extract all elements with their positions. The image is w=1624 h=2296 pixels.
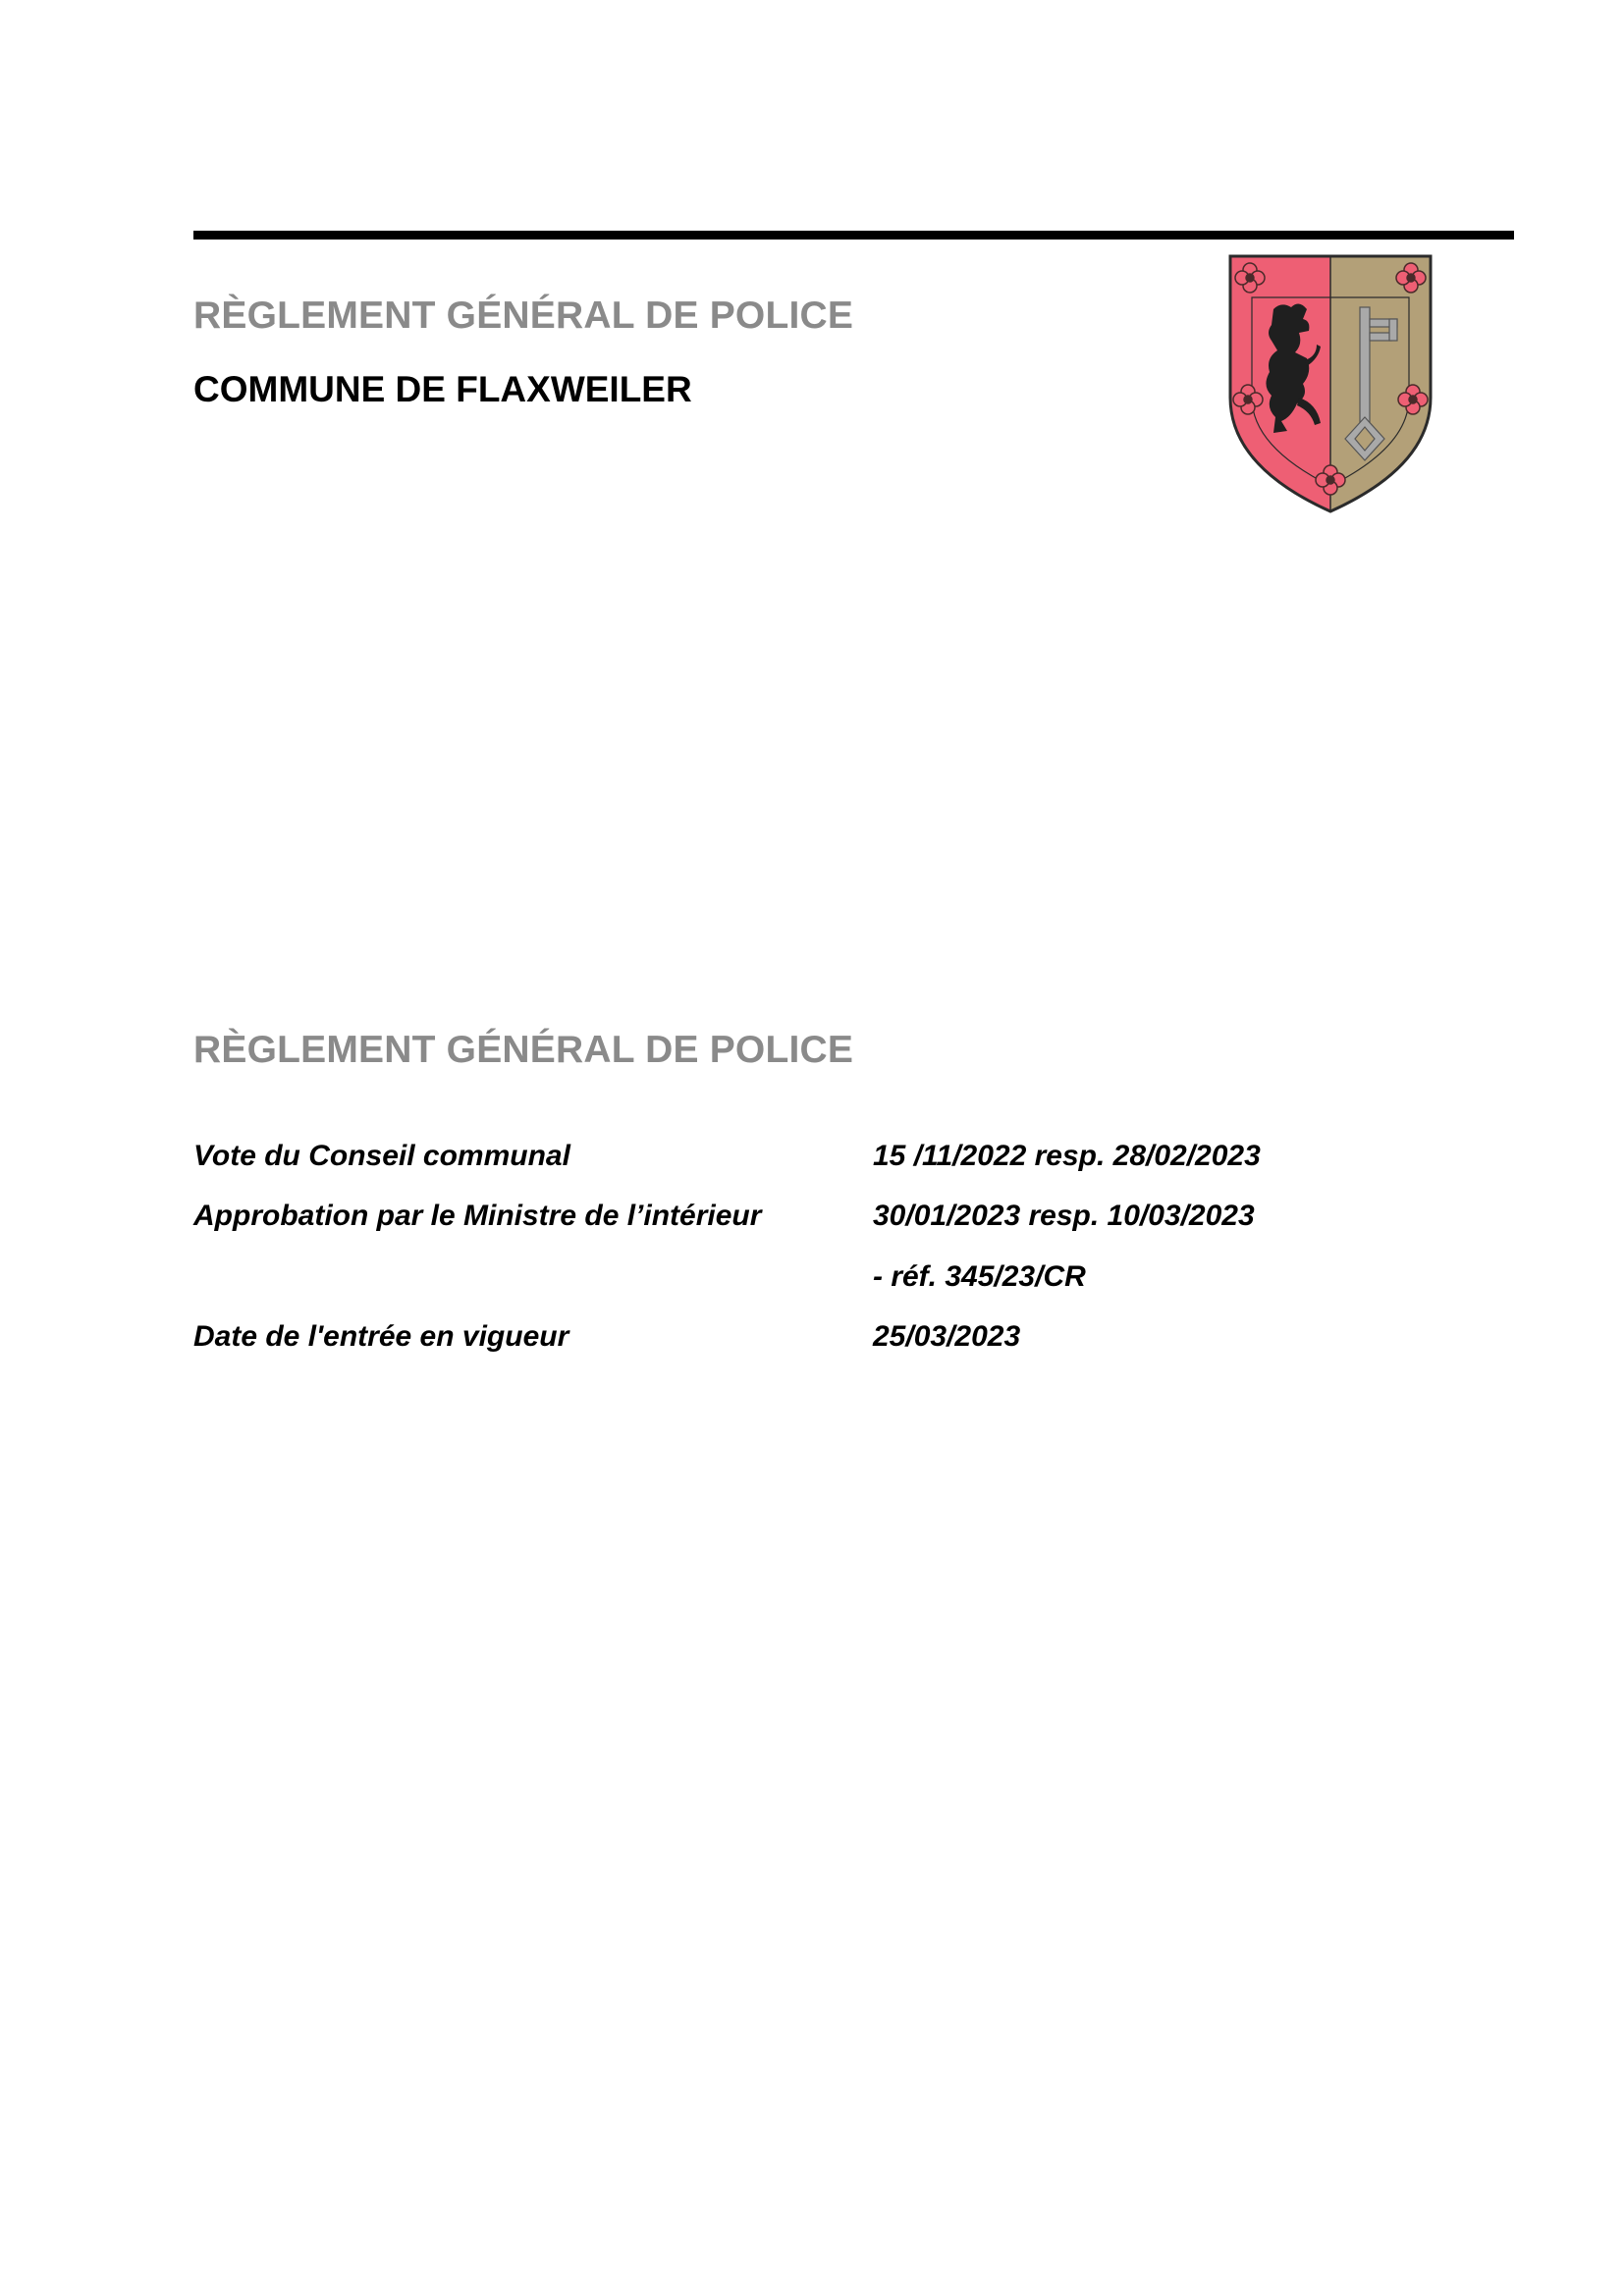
info-label: Vote du Conseil communal bbox=[193, 1140, 570, 1172]
info-value: 15 /11/2022 resp. 28/02/2023 bbox=[873, 1140, 1261, 1172]
info-row-reference bbox=[193, 1260, 1323, 1304]
info-value: 25/03/2023 bbox=[873, 1320, 1021, 1353]
coat-of-arms-icon bbox=[1222, 250, 1438, 515]
info-value: - réf. 345/23/CR bbox=[873, 1260, 1086, 1293]
section-title: RÈGLEMENT GÉNÉRAL DE POLICE bbox=[193, 1029, 854, 1071]
info-row-vote bbox=[193, 1140, 1323, 1183]
document-title: RÈGLEMENT GÉNÉRAL DE POLICE bbox=[193, 294, 854, 337]
commune-name: COMMUNE DE FLAXWEILER bbox=[193, 369, 692, 409]
info-label: Approbation par le Ministre de l’intérieur bbox=[193, 1200, 762, 1232]
info-label: Date de l'entrée en vigueur bbox=[193, 1320, 569, 1353]
top-divider bbox=[193, 231, 1514, 240]
info-row-approbation bbox=[193, 1200, 1323, 1243]
info-value: 30/01/2023 resp. 10/03/2023 bbox=[873, 1200, 1255, 1232]
info-row-entry-date bbox=[193, 1320, 1323, 1363]
